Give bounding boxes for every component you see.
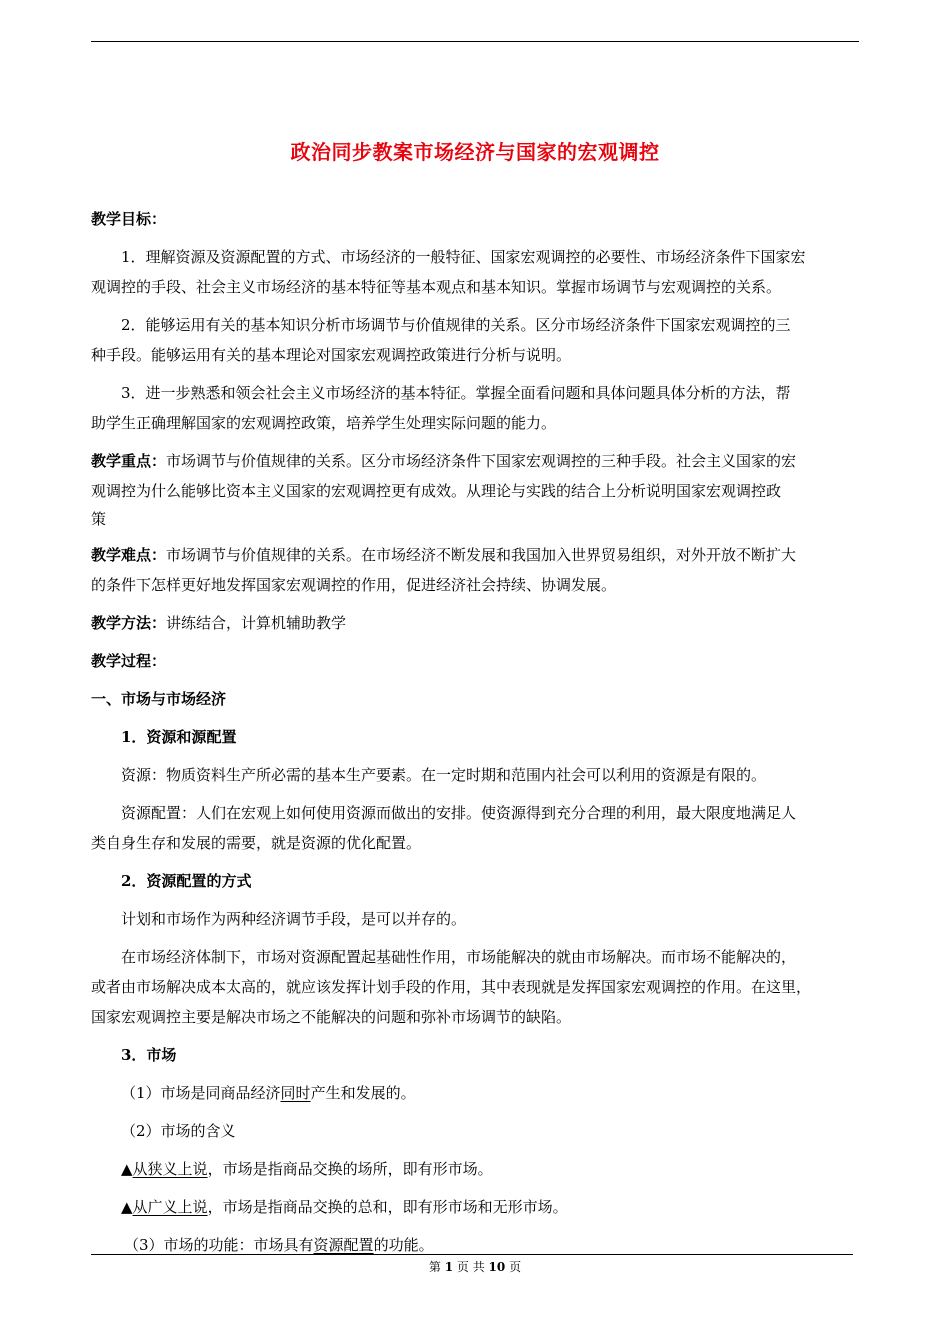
section-1-heading: 一、市场与市场经济 (91, 690, 227, 708)
page-number: 1 (444, 1260, 454, 1274)
focus-line-3: 策 (91, 510, 107, 528)
market-line-2: 或者由市场解决成本太高的，就应该发挥计划手段的作用，其中表现就是发挥国家宏观调控的作用。在这里， (91, 978, 812, 996)
footer-rule (91, 1254, 853, 1255)
goal-2-line-1: 2．能够运用有关的基本知识分析市场调节与价值规律的关系。区分市场经济条件下国家宏观调控的三 (121, 316, 791, 334)
method-text: 讲练结合，计算机辅助教学 (166, 614, 347, 632)
subsection-2-heading: 2．资源配置的方式 (121, 872, 252, 890)
method-line (91, 613, 346, 633)
underlined-term: 同时 (280, 1084, 311, 1102)
underlined-term: 从广义上说 (132, 1198, 208, 1216)
focus-line-1 (91, 451, 796, 471)
difficulty-line-1 (91, 545, 796, 565)
market-line-1: 在市场经济体制下，市场对资源配置起基础性作用，市场能解决的就由市场解决。而市场不能解决的， (121, 948, 797, 966)
method-label: 教学方法： (91, 614, 167, 632)
underlined-term: 资源配置 (313, 1236, 374, 1254)
triangle-bullet-icon: ▲ (121, 1198, 133, 1216)
goal-3-line-1: 3．进一步熟悉和领会社会主义市场经济的基本特征。掌握全面看问题和具体问题具体分析的方法，帮 (121, 384, 791, 402)
goals-label: 教学目标： (91, 210, 167, 228)
page-footer: 第 1 页 共 10 页 (428, 1260, 522, 1274)
goal-2-line-2: 种手段。能够运用有关的基本理论对国家宏观调控政策进行分析与说明。 (91, 346, 572, 364)
market-point-1: （1）市场是同商品经济同时产生和发展的。 (121, 1084, 416, 1102)
document-title: 政治同步教案市场经济与国家的宏观调控 (290, 140, 660, 164)
difficulty-line-2: 的条件下怎样更好地发挥国家宏观调控的作用，促进经济社会持续、协调发展。 (91, 576, 617, 594)
focus-label: 教学重点： (91, 452, 167, 470)
goal-1-line-1: 1．理解资源及资源配置的方式、市场经济的一般特征、国家宏观调控的必要性、市场经济条件下国家宏 (121, 248, 806, 266)
total-pages: 10 (488, 1260, 506, 1274)
market-point-2: （2）市场的含义 (121, 1122, 236, 1140)
subsection-3-heading: 3．市场 (121, 1046, 177, 1064)
allocation-line-2: 类自身生存和发展的需要，就是资源的优化配置。 (91, 834, 422, 852)
resource-definition: 资源：物质资料生产所必需的基本生产要素。在一定时期和范围内社会可以利用的资源是有限的。 (121, 766, 767, 784)
market-point-3: （3）市场的功能：市场具有资源配置的功能。 (124, 1236, 434, 1254)
process-label: 教学过程： (91, 652, 167, 670)
focus-line-2: 观调控为什么能够比资本主义国家的宏观调控更有成效。从理论与实践的结合上分析说明国家宏观调控政 (91, 482, 782, 500)
subsection-1-heading: 1．资源和源配置 (121, 728, 237, 746)
focus-text: 市场调节与价值规律的关系。区分市场经济条件下国家宏观调控的三种手段。社会主义国家的宏 (166, 452, 797, 470)
goal-3-line-2: 助学生正确理解国家的宏观调控政策，培养学生处理实际问题的能力。 (91, 414, 557, 432)
header-rule (91, 41, 859, 42)
market-line-3: 国家宏观调控主要是解决市场之不能解决的问题和弥补市场调节的缺陷。 (91, 1008, 572, 1026)
broad-definition: ▲从广义上说，市场是指商品交换的总和，即有形市场和无形市场。 (121, 1198, 568, 1216)
triangle-bullet-icon: ▲ (121, 1160, 133, 1178)
narrow-definition: ▲从狭义上说，市场是指商品交换的场所，即有形市场。 (121, 1160, 493, 1178)
underlined-term: 从狭义上说 (132, 1160, 208, 1178)
difficulty-label: 教学难点： (91, 546, 167, 564)
goal-1-line-2: 观调控的手段、社会主义市场经济的基本特征等基本观点和基本知识。掌握市场调节与宏观调控的关系。 (91, 278, 782, 296)
difficulty-text: 市场调节与价值规律的关系。在市场经济不断发展和我国加入世界贸易组织，对外开放不断扩大 (166, 546, 797, 564)
allocation-line-1: 资源配置：人们在宏观上如何使用资源而做出的安排。使资源得到充分合理的利用，最大限度地满足人 (121, 804, 797, 822)
plan-market-text: 计划和市场作为两种经济调节手段，是可以并存的。 (121, 910, 467, 928)
